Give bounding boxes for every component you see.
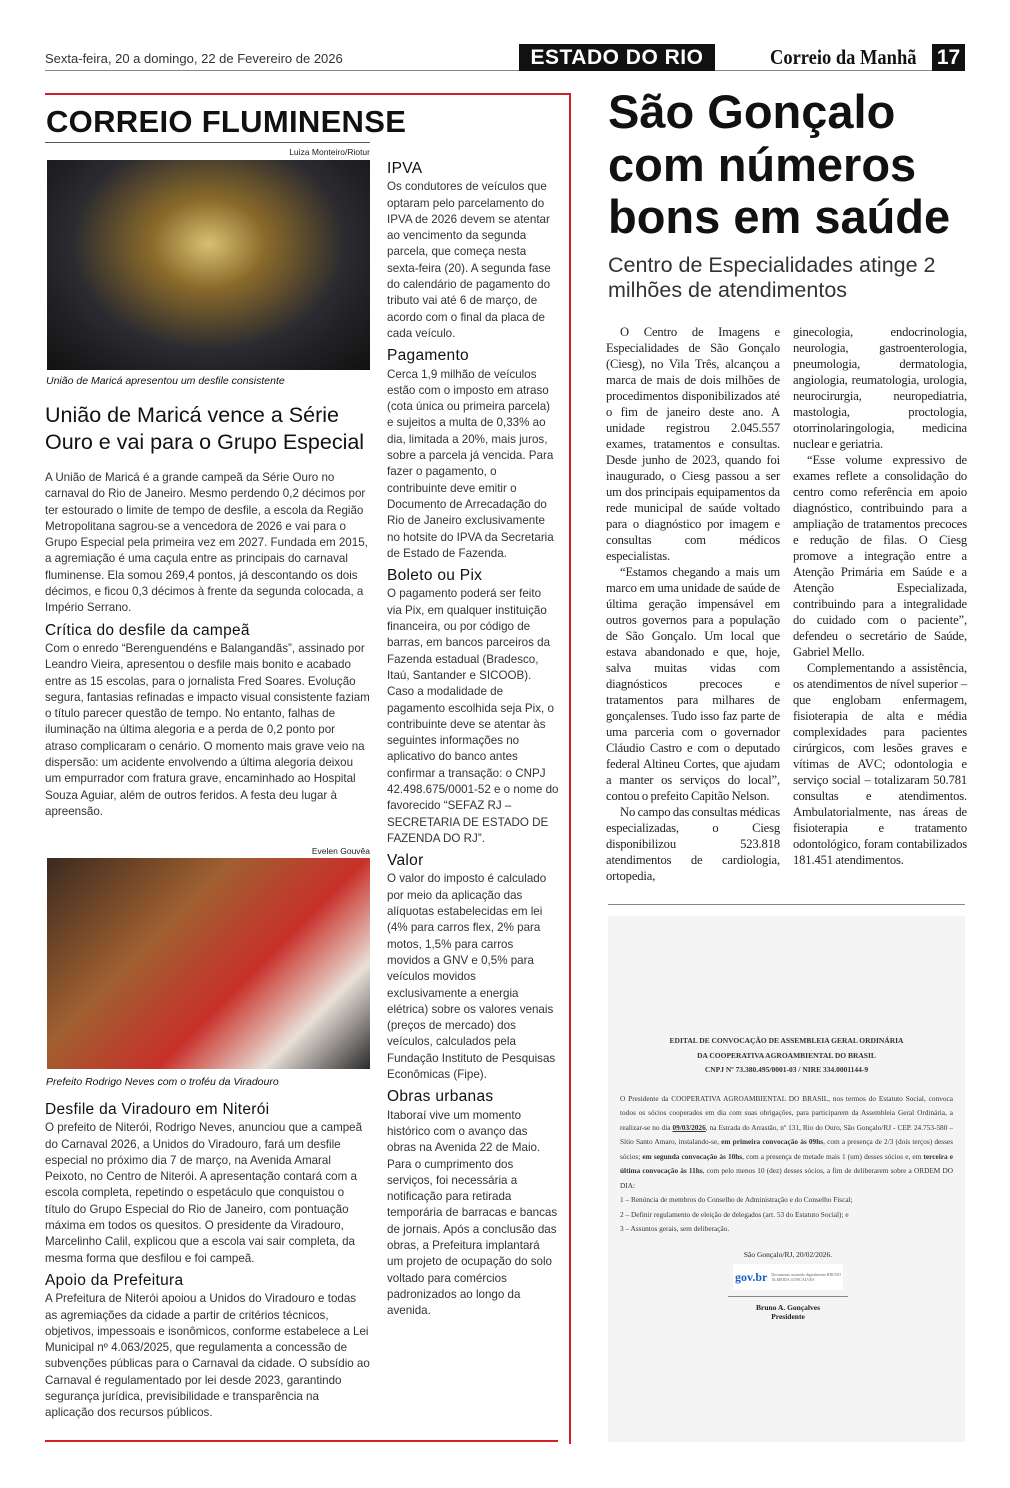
subheading: Boleto ou Pix xyxy=(387,567,483,585)
paragraph: O Centro de Imagens e Especialidades de São Gonçalo (Ciesg), no Vila Três, alcançou a marca de mais de dois milhões de procedimentos disponibilizados até o fim de janeiro deste ano. A unidade registrou 2.045.557 exames, tratamentos e consultas. Desde junho de 2023, quando foi inaugurado, o Ciesg passou a ser um dos principais equipamentos da rede municipal de saúde voltado para o diagnóstico por imagem e consultas com médicos especialistas. xyxy=(606,325,780,563)
paragraph: Complementando a assistência, os atendimentos de nível superior – que englobam enfermagem, fisioterapia de alta e média complexidades para pacientes cirúrgicos, com lesões graves e vítimas de AVC; odontologia e serviço social – totalizaram 50.781 consultas e atendimentos. Ambulatorialmente, nas áreas de fisioterapia e tratamento odontológico, foram contabilizados 181.451 atendimentos. xyxy=(793,661,967,867)
main-headline: São Gonçalo com números bons em saúde xyxy=(608,85,951,243)
main-article-column-2 xyxy=(793,324,967,868)
paragraph: “Esse volume expressivo de exames reflete a consolidação do centro como referência em apoio diagnóstico, contribuindo para a ampliação de tratamentos precoces e redução de filas. O Ciesg promove a integração entre a Atenção Primária em Saúde e a Atenção Especializada, contribuindo para a integralidade do cuidado com o paciente”, defendeu o secretário de Saúde, Gabriel Mello. xyxy=(793,453,967,659)
section-title-rule xyxy=(45,142,370,143)
agenda-item: 2 – Definir regulamento de eleição de delegados (art. 53 do Estatuto Social); e xyxy=(620,1209,849,1219)
subheading: Apoio da Prefeitura xyxy=(45,1271,184,1289)
notice-text: , com a presença de 2/3 (dois terços) desses sócios; xyxy=(620,1137,954,1161)
red-divider-vertical xyxy=(569,93,571,1444)
paragraph: O pagamento poderá ser feito via Pix, em qualquer instituição financeira, ou por código de barras, em bancos parceiros da Fazenda estadual (Bradesco, Itaú, Santander e SICOOB). Caso a modalidade de pagamento escolhida seja Pix, o contribuinte deve se atentar às seguintes informações no aplicativo do banco antes confirmar a transação: o CNPJ 42.498.675/0001-52 e o nome do favorecido “SEFAZ RJ – SECRETARIA DE ESTADO DE FAZENDA DO RJ”. xyxy=(387,587,559,845)
photo-caption: União de Maricá apresentou um desfile consistente xyxy=(46,375,285,387)
article-headline: União de Maricá vence a Série Ouro e vai para o Grupo Especial xyxy=(45,403,365,454)
notice-title: DA COOPERATIVA AGROAMBIENTAL DO BRASIL xyxy=(697,1050,876,1060)
notice-second-call: em segunda convocação às 10hs xyxy=(642,1151,743,1161)
govbr-logo: gov.br xyxy=(735,1269,768,1284)
signature-line xyxy=(728,1296,848,1297)
subheading: Pagamento xyxy=(387,347,469,365)
signer-name: Bruno A. Gonçalves xyxy=(756,1303,820,1312)
paragraph: A União de Maricá é a grande campeã da Série Ouro no carnaval do Rio de Janeiro. Mesmo perdendo 0,2 décimos por ter estourado o limite de tempo de desfile, a escola da Região Metropolitana sagrou-se a vencedora de 2026 e vai para o Grupo Especial pela primeira vez em 2027. Fundada em 2015, a agremiação é uma caçula entre as principais do carnaval fluminense. Ela somou 269,4 pontos, já descontando os dois décimos, e ficou 0,3 décimos à frente da segunda colocada, a Império Serrano. xyxy=(45,471,368,615)
agenda-item: 1 – Renúncia de membros do Conselho de Administração e do Conselho Fiscal; xyxy=(620,1195,853,1204)
article-body xyxy=(45,1096,370,1422)
main-subheadline: Centro de Especialidades atinge 2 milhões de atendimentos xyxy=(608,253,936,302)
notice-first-call: em primeira convocação às 09hs xyxy=(721,1137,824,1146)
paragraph: No campo das consultas médicas especializadas, o Ciesg disponibilizou 523.818 atendimentos de cardiologia, ortopedia, xyxy=(606,805,780,883)
paragraph: Os condutores de veículos que optaram pelo parcelamento do IPVA de 2026 devem se atentar ao vencimento da segunda parcela, que começa nesta sexta-feira (20). A segunda fase do calendário de pagamento do tributo vai até 6 de março, de acordo com o final da placa de cada veículo. xyxy=(387,180,551,340)
header-rule xyxy=(45,70,965,71)
red-divider-bottom xyxy=(45,1440,558,1442)
agenda-item: 3 – Assuntos gerais, sem deliberação. xyxy=(620,1224,730,1233)
carnival-float-photo xyxy=(47,160,370,370)
section-title: CORREIO FLUMINENSE xyxy=(46,104,407,139)
notice-text: , com pelo menos 10 (dez) desses sócios, a fim de deliberarem sobre a ORDEM DO DIA: xyxy=(620,1166,953,1190)
notes-column xyxy=(387,155,559,1319)
edition-date: Sexta-feira, 20 a domingo, 22 de Fevereiro de 2026 xyxy=(45,51,343,66)
newspaper-logo: Correio da Manhã xyxy=(770,45,917,69)
paragraph: A Prefeitura de Niterói apoiou a Unidos do Viradouro e todas as agremiações da cidade a partir de critérios técnicos, objetivos, impessoais e isonômicos, conforme estabelece a Lei Municipal nº 4.063/2025, que regulamenta a concessão de subvenções públicas para o Carnaval da cidade. O subsídio ao Carnaval é regulamentado por lei desde 2023, garantindo segurança jurídica, previsibilidade e transparência na aplicação dos recursos públicos. xyxy=(45,1292,370,1420)
red-divider-top xyxy=(45,93,571,95)
legal-notice xyxy=(608,916,965,1442)
subheading: Crítica do desfile da campeã xyxy=(45,621,250,639)
notice-date: 09/03/2026 xyxy=(672,1122,706,1132)
photo-caption: Prefeito Rodrigo Neves com o troféu da Viradouro xyxy=(46,1076,279,1088)
paragraph: O prefeito de Niterói, Rodrigo Neves, anunciou que a campeã do Carnaval 2026, a Unidos do Viradouro, fará um desfile especial no próximo dia 7 de março, na Avenida Amaral Peixoto, no Centro de Niterói. A apresentação contará com a escola completa, repetindo o espetáculo que conquistou o título do Grupo Especial do Rio de Janeiro, com pontuação máxima em todos os quesitos. O presidente da Viradouro, Marcelinho Calil, explicou que a escola vai sair completa, da mesma forma que desfilou e foi campeã. xyxy=(45,1121,363,1265)
paragraph: Com o enredo “Berenguendéns e Balangandãs”, assinado por Leandro Vieira, apresentou o desfile mais bonito e acabado entre as 15 escolas, para o jornalista Fred Soares. Evolução segura, fantasias refinadas e impacto visual consistente faziam o título parecer questão de tempo. No entanto, falhas de iluminação na última alegoria e a perda de 0,2 ponto por atraso complicaram o cenário. O momento mais grave veio na dispersão: um acidente envolvendo a última alegoria deixou um empurrador com fratura grave, encaminhado ao Hospital Souza Aguiar, além de outros feridos. A festa deu lugar à apreensão. xyxy=(45,641,370,818)
article-end-rule xyxy=(608,904,965,905)
photo-credit: Luiza Monteiro/Riotur xyxy=(289,147,370,157)
notice-cnpj: CNPJ Nº 73.380.495/0001-03 / NIRE 334.0001144-9 xyxy=(704,1065,869,1074)
signature-stamp-text: Documento assinado digitalmente BRUNO ALMEIDA GONCALVES xyxy=(771,1272,841,1282)
notice-body xyxy=(620,1092,953,1194)
place-date: São Gonçalo/RJ, 20/02/2026. xyxy=(743,1250,833,1259)
section-label: ESTADO DO RIO xyxy=(519,44,715,71)
govbr-digital-signature-stamp xyxy=(733,1264,843,1290)
signature-block xyxy=(718,1250,858,1321)
subheading: Obras urbanas xyxy=(387,1088,494,1106)
subheading: IPVA xyxy=(387,160,423,177)
notice-third-call: terceira e última convocação às 11hs xyxy=(620,1151,954,1175)
main-article-column-1 xyxy=(606,324,780,884)
trophy-photo xyxy=(47,858,370,1069)
paragraph: O valor do imposto é calculado por meio da aplicação das alíquotas estabelecidas em lei (4% para carros flex, 2% para motos, 1,5% para carros movidos a GNV e 0,5% para veículos movidos exclusivamente a energia elétrica) sobre os valores venais (preços de mercado) dos veículos, calculados pela Fundação Instituto de Pesquisas Econômicas (Fipe). xyxy=(387,872,556,1082)
paragraph: Cerca 1,9 milhão de veículos estão com o imposto em atraso (cota única ou primeira parcela) e sujeitos a multa de 0,33% ao dia, limitada a 20%, mais juros, sobre a parcela já vencida. Para fazer o pagamento, o contribuinte deve emitir o Documento de Arrecadação do Rio de Janeiro exclusivamente no hotsite do IPVA da Secretaria de Estado de Fazenda. xyxy=(387,367,554,560)
paragraph: “Estamos chegando a mais um marco em uma unidade de saúde de última geração impensável em outros governos para a população de São Gonçalo. Um local que estava abandonado e que, hoje, salva muitas vidas com diagnósticos precoces e tratamentos para milhares de gonçalenses. Tudo isso faz parte de uma parceria com o governador Cláudio Castro e com o deputado federal Altineu Cortes, que ajudam a manter os serviços do local”, contou o prefeito Capitão Nelson. xyxy=(606,565,780,803)
subheading: Valor xyxy=(387,852,424,870)
article-body xyxy=(45,470,370,820)
page-number: 17 xyxy=(932,44,965,71)
paragraph: Itaboraí vive um momento histórico com o avanço das obras na Avenida 22 de Maio. Para o cumprimento dos serviços, foi necessária a notificação para retirada temporária de barracas e bancas de jornais. Após a conclusão das obras, a Prefeitura implantará um projeto de ocupação do solo voltado para comércios padronizados ao longo da avenida. xyxy=(387,1108,558,1318)
paragraph: ginecologia, endocrinologia, neurologia, gastroenterologia, pneumologia, dermatologia, angiologia, reumatologia, urologia, neurocirurgia, neuropediatria, mastologia, proctologia, otorrinolaringologia, medicina nuclear e geriatria. xyxy=(793,325,967,451)
notice-text: O Presidente da COOPERATIVA AGROAMBIENTAL DO BRASIL, nos termos do Estatuto Social, convoca todos os sócios cooperados em dia com suas obrigações, para participarem da Assembleia Geral Ordinária, a realizar-se no dia xyxy=(620,1093,953,1132)
notice-text: , na Estrada do Arrastão, nº 131, Rio do Ouro, São Gonçalo/RJ - CEP. 24.753-580 – Sítio Santo Amaro, instalando-se, xyxy=(620,1122,953,1146)
photo-credit: Evelen Gouvêa xyxy=(311,846,370,856)
subheading: Desfile da Viradouro em Niterói xyxy=(45,1101,270,1118)
signer-role: Presidente xyxy=(771,1312,805,1321)
notice-title: EDITAL DE CONVOCAÇÃO DE ASSEMBLEIA GERAL ORDINÁRIA xyxy=(669,1036,904,1045)
notice-text: , com a presença de metade mais 1 (um) desses sócios e, em xyxy=(742,1151,924,1161)
